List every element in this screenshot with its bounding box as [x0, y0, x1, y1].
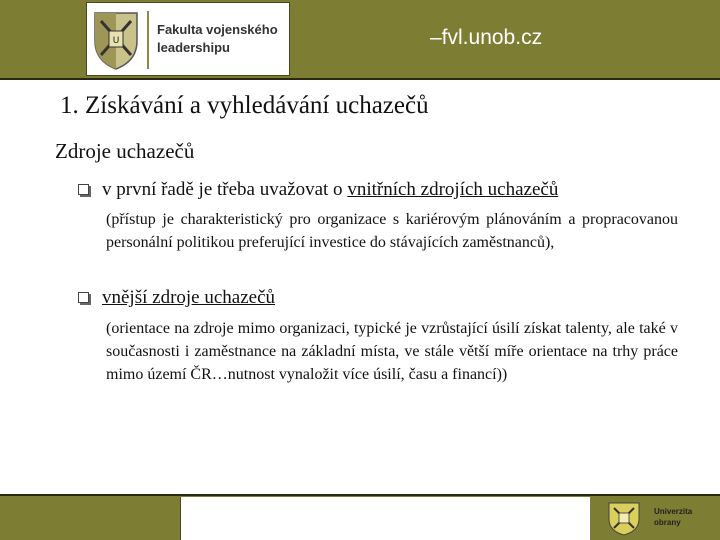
university-line-1: Univerzita	[654, 507, 693, 516]
checkbox-bullet-icon	[78, 292, 89, 303]
slide-title: 1. Získávání a vyhledávání uchazečů	[60, 92, 429, 119]
site-url[interactable]: –fvl.unob.cz	[430, 26, 543, 49]
university-crest-icon	[606, 500, 642, 536]
checkbox-bullet-icon	[78, 184, 89, 195]
logo-separator	[147, 11, 149, 69]
logo-line-2: leadershipu	[157, 40, 230, 55]
university-name	[654, 506, 716, 528]
bullet-note-external: (orientace na zdroje mimo organizaci, typické je vzrůstající úsilí získat talenty, ale také v současnosti i zaměstnance na základní místa, ve stále větší míře orientace na trhy práce mimo území ČR…nutnost vynaložit více úsilí, času a financí))	[106, 320, 678, 383]
bullet-note-internal: (přístup je charakteristický pro organizace s kariérovým plánováním a propracovanou personální politikou preferující investice do stávajících zaměstnanců),	[106, 211, 678, 251]
shield-crest-icon	[91, 7, 141, 71]
bullet-text	[102, 286, 275, 310]
university-line-2: obrany	[654, 518, 681, 527]
bullet-emphasis: vnitřních zdrojích uchazečů	[347, 179, 559, 200]
bullet-lead: v první řadě je třeba uvažovat o	[102, 179, 348, 200]
faculty-logo[interactable]	[86, 2, 290, 76]
logo-line-1: Fakulta vojenského	[157, 22, 278, 37]
svg-text:U: U	[112, 36, 120, 46]
slide-subtitle: Zdroje uchazečů	[55, 139, 195, 163]
header-divider	[0, 78, 720, 80]
bullet-text	[102, 178, 558, 202]
footer-panel	[180, 497, 590, 540]
bullet-emphasis: vnější zdroje uchazečů	[102, 287, 276, 308]
logo-text	[157, 21, 287, 57]
